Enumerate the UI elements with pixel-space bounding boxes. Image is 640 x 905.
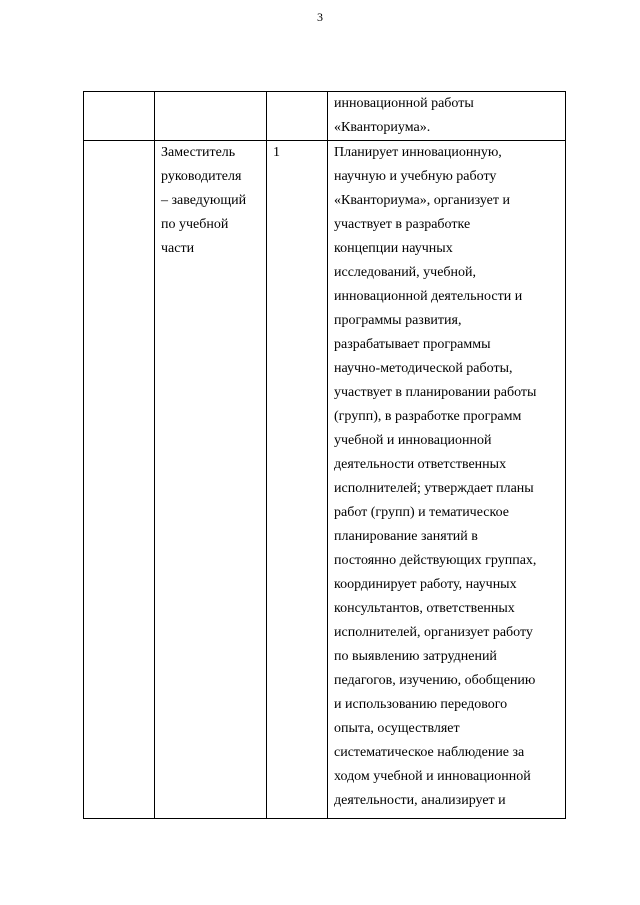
row-index-cell	[84, 92, 155, 141]
position-cell: Заместитель руководителя – заведующий по учебной части	[155, 141, 267, 819]
duties-cell: инновационной работы «Кванториума».	[328, 92, 566, 141]
table-row	[84, 92, 566, 141]
duties-table	[83, 91, 566, 819]
position-cell	[155, 92, 267, 141]
count-cell: 1	[267, 141, 328, 819]
page-number: 3	[317, 10, 323, 24]
count-cell	[267, 92, 328, 141]
row-index-cell	[84, 141, 155, 819]
table-row	[84, 141, 566, 819]
duties-cell: Планирует инновационную, научную и учебную работу «Кванториума», организует и участвует в разработке концепции научных исследований, учебной, инновационной деятельности и программы развития, разрабатывает программы научно-методической работы, участвует в планировании работы (групп), в разработке программ учебной и инновационной деятельности ответственных исполнителей; утверждает планы работ (групп) и тематическое планирование занятий в постоянно действующих группах, координирует работу, научных консультантов, ответственных исполнителей, организует работу по выявлению затруднений педагогов, изучению, обобщению и использованию передового опыта, осуществляет систематическое наблюдение за ходом учебной и инновационной деятельности, анализирует и	[328, 141, 566, 819]
